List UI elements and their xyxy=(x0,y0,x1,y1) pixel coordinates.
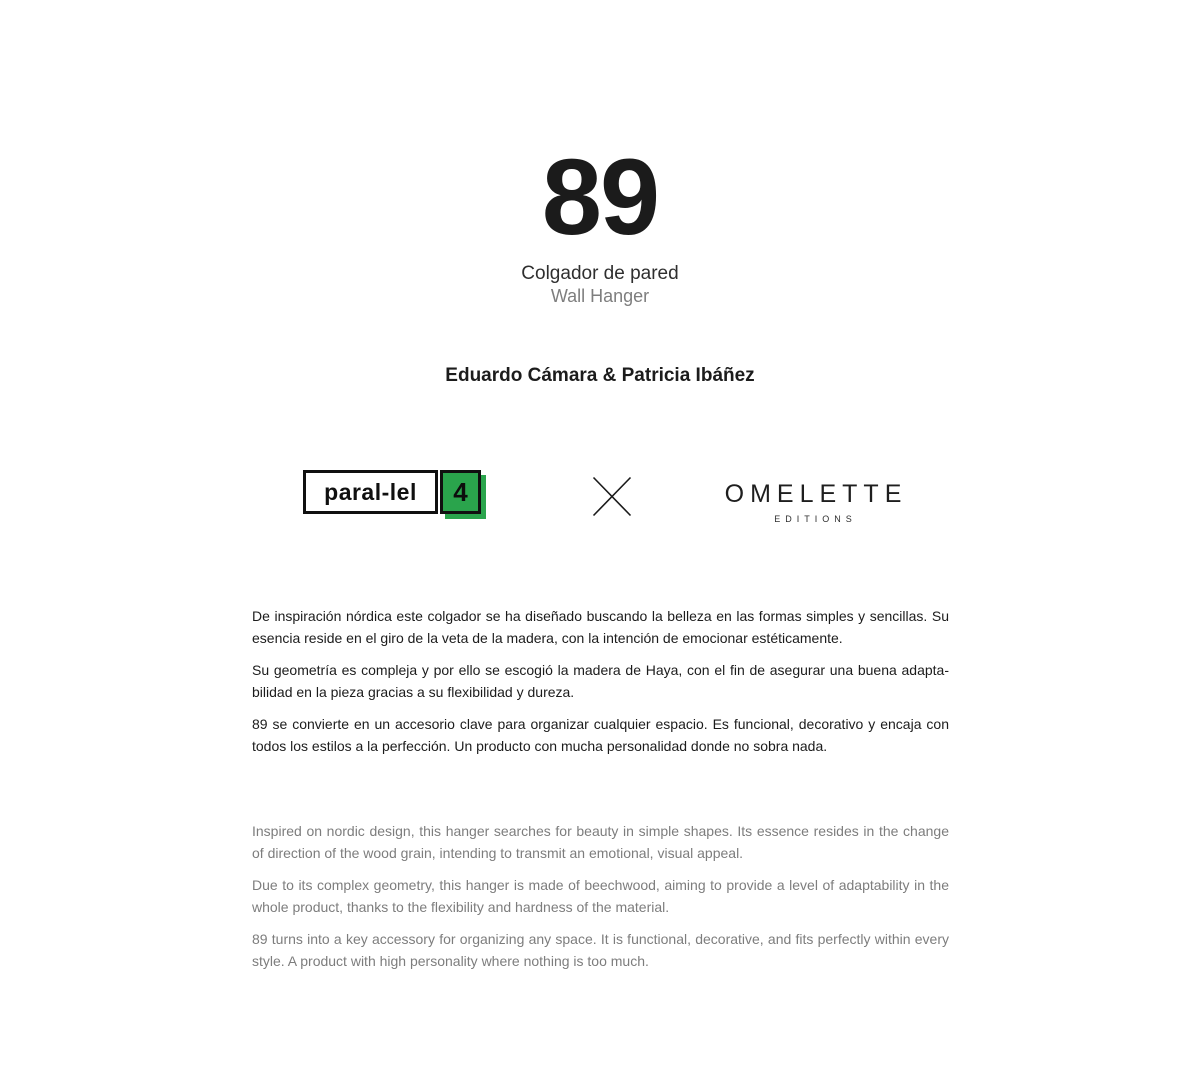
subtitle-english: Wall Hanger xyxy=(550,286,650,306)
spanish-description xyxy=(252,606,949,768)
spanish-paragraph-1: De inspiración nórdica este colgador se ha diseñado buscando la belleza en las formas simples y sencillas. Su esencia reside en el giro de la veta de la madera, con la intención de emocionar estéticamente. xyxy=(252,608,949,646)
subtitle-spanish: Colgador de pared xyxy=(521,263,679,284)
omelette-wordmark: OMELETTE xyxy=(724,480,908,508)
page-title: 89 xyxy=(541,136,659,257)
english-paragraph-2: Due to its complex geometry, this hanger is made of beechwood, aiming to provide a level of adaptability in the whole product, thanks to the flexibility and hardness of the material. xyxy=(252,877,949,915)
english-paragraph-3: 89 turns into a key accessory for organizing any space. It is functional, decorative, and fits perfectly within every style. A product with high personality where nothing is too much. xyxy=(252,931,949,969)
designers-credit: Eduardo Cámara & Patricia Ibáñez xyxy=(445,365,755,386)
omelette-editions-label: EDITIONS xyxy=(774,514,857,524)
spanish-paragraph-2: Su geometría es compleja y por ello se escogió la madera de Haya, con el fin de asegurar una buena adaptabilidad en la pieza gracias a su flexibilidad y dureza. xyxy=(252,662,949,700)
collaboration-x-icon xyxy=(592,476,632,517)
omelette-logo xyxy=(713,480,913,524)
paral-lel-wordmark: paral-lel xyxy=(303,470,438,514)
english-paragraph-1: Inspired on nordic design, this hanger searches for beauty in simple shapes. Its essence resides in the change of direction of the wood grain, intending to transmit an emotional, visual appeal. xyxy=(252,823,949,861)
spanish-paragraph-3: 89 se convierte en un accesorio clave para organizar cualquier espacio. Es funcional, decorativo y encaja con todos los estilos a la perfección. Un producto con mucha personalidad donde no sobra nada. xyxy=(252,716,949,754)
paral-lel-logo xyxy=(303,470,481,514)
paral-lel-number-badge xyxy=(440,470,481,514)
paral-lel-number: 4 xyxy=(440,470,481,514)
english-description xyxy=(252,821,949,983)
